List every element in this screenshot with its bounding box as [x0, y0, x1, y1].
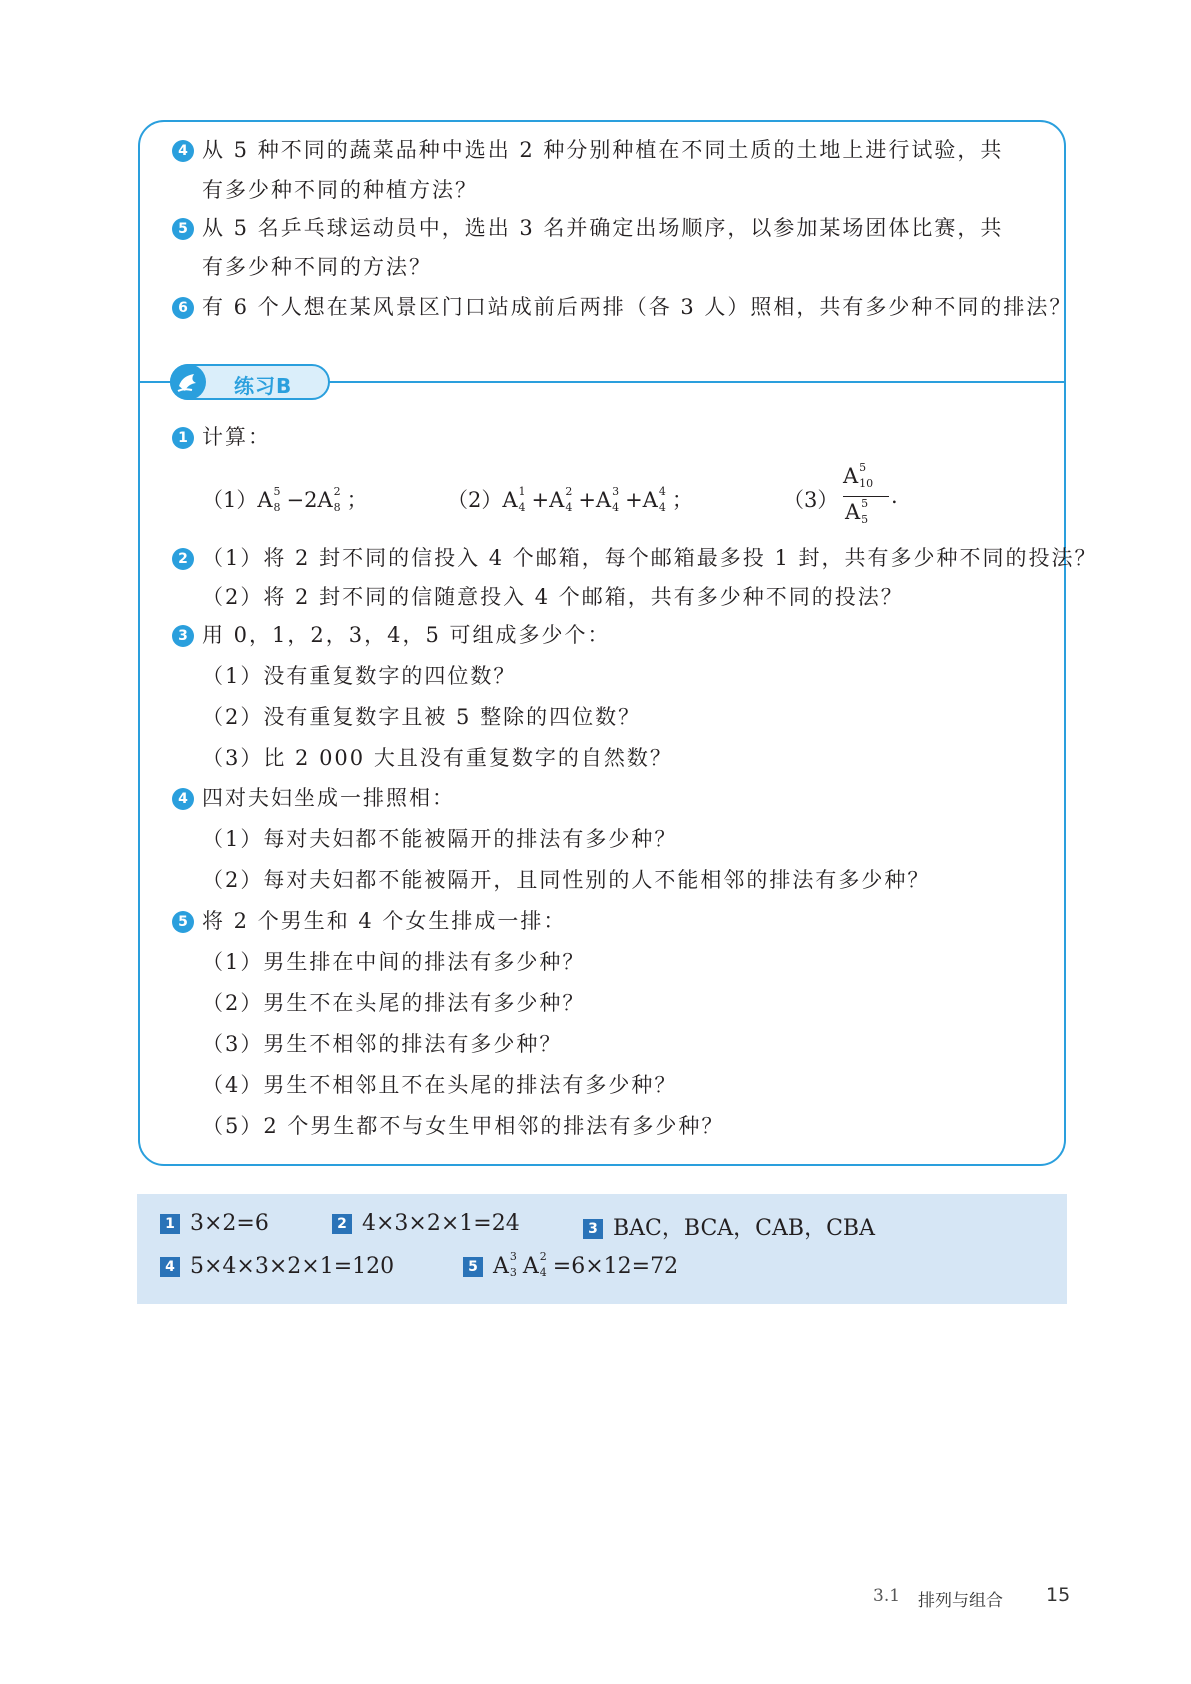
answer-3: 3 BAC，BCA，CAB，CBA — [583, 1211, 875, 1242]
answer-4: 4 5×4×3×2×1=120 — [160, 1254, 394, 1279]
question-text: 四对夫妇坐成一排照相： — [202, 786, 455, 810]
question-4 — [172, 135, 1003, 165]
question-part: （3）比 2 000 大且没有重复数字的自然数？ — [202, 746, 673, 770]
question-part: （2）将 2 封不同的信随意投入 4 个邮箱，共有多少种不同的投法？ — [202, 585, 904, 609]
question-number-badge: 4 — [172, 788, 194, 810]
question-6 — [172, 292, 1072, 322]
question-number-badge: 5 — [172, 218, 194, 240]
answer-2: 2 4×3×2×1=24 — [332, 1211, 520, 1236]
b-question-1 — [172, 422, 271, 452]
question-text: 将 2 个男生和 4 个女生排成一排： — [202, 909, 567, 933]
question-text: 从 5 种不同的蔬菜品种中选出 2 种分别种植在不同土质的土地上进行试验，共 — [202, 138, 1004, 162]
b-question-2 — [172, 543, 1098, 573]
footer-section: 3.1 — [873, 1586, 901, 1606]
question-part: （2）每对夫妇都不能被隔开，且同性别的人不能相邻的排法有多少种？ — [202, 868, 931, 892]
q1-part2: （2）A 1 4 +A 2 4 +A 3 4 +A 4 4 ； — [447, 484, 693, 514]
question-text: 用 0，1，2，3，4，5 可组成多少个： — [202, 623, 611, 647]
page-number: 15 — [1046, 1584, 1071, 1606]
question-part: （1）没有重复数字的四位数？ — [202, 664, 517, 688]
question-5 — [172, 213, 1003, 243]
question-number-badge: 1 — [172, 427, 194, 449]
answer-number-badge: 5 — [463, 1257, 483, 1277]
question-number-badge: 2 — [172, 548, 194, 570]
b-question-5 — [172, 906, 566, 936]
question-number-badge: 4 — [172, 140, 194, 162]
question-part: （1）男生排在中间的排法有多少种？ — [202, 950, 586, 974]
question-5-continued: 有多少种不同的方法？ — [202, 255, 432, 279]
question-part: （1）每对夫妇都不能被隔开的排法有多少种？ — [202, 827, 678, 851]
question-part: （1）将 2 封不同的信投入 4 个邮箱，每个邮箱最多投 1 封，共有多少种不同的投法？ — [202, 546, 1098, 570]
question-number-badge: 3 — [172, 625, 194, 647]
question-4-continued: 有多少种不同的种植方法？ — [202, 178, 478, 202]
question-part: （4）男生不相邻且不在头尾的排法有多少种？ — [202, 1073, 678, 1097]
practice-icon — [170, 364, 206, 400]
b-question-4 — [172, 783, 455, 813]
answer-number-badge: 3 — [583, 1219, 603, 1239]
question-number-badge: 6 — [172, 297, 194, 319]
section-title: 练习B — [234, 374, 293, 398]
q1-part3-label: （3） — [783, 488, 839, 512]
answer-number-badge: 4 — [160, 1257, 180, 1277]
question-text: 有 6 个人想在某风景区门口站成前后两排（各 3 人）照相，共有多少种不同的排法？ — [202, 295, 1073, 319]
q1-part3-fraction: A 5 10 A 5 5 . — [843, 460, 898, 526]
answer-number-badge: 2 — [332, 1214, 352, 1234]
question-part: （3）男生不相邻的排法有多少种？ — [202, 1032, 563, 1056]
section-header-pill — [170, 364, 330, 400]
footer-title: 排列与组合 — [918, 1591, 1003, 1611]
question-text: 计算： — [202, 425, 271, 449]
answer-5: 5 A 3 3 A 2 4 =6×12=72 — [463, 1254, 678, 1279]
q1-part1: （1）A 5 8 −2A 2 8 ； — [202, 484, 368, 514]
question-part: （5）2 个男生都不与女生甲相邻的排法有多少种？ — [202, 1114, 725, 1138]
question-part: （2）男生不在头尾的排法有多少种？ — [202, 991, 586, 1015]
b-question-3 — [172, 620, 611, 650]
question-text: 从 5 名乒乓球运动员中，选出 3 名并确定出场顺序，以参加某场团体比赛，共 — [202, 216, 1004, 240]
question-number-badge: 5 — [172, 911, 194, 933]
answer-1: 1 3×2=6 — [160, 1211, 269, 1236]
answer-number-badge: 1 — [160, 1214, 180, 1234]
question-part: （2）没有重复数字且被 5 整除的四位数？ — [202, 705, 642, 729]
